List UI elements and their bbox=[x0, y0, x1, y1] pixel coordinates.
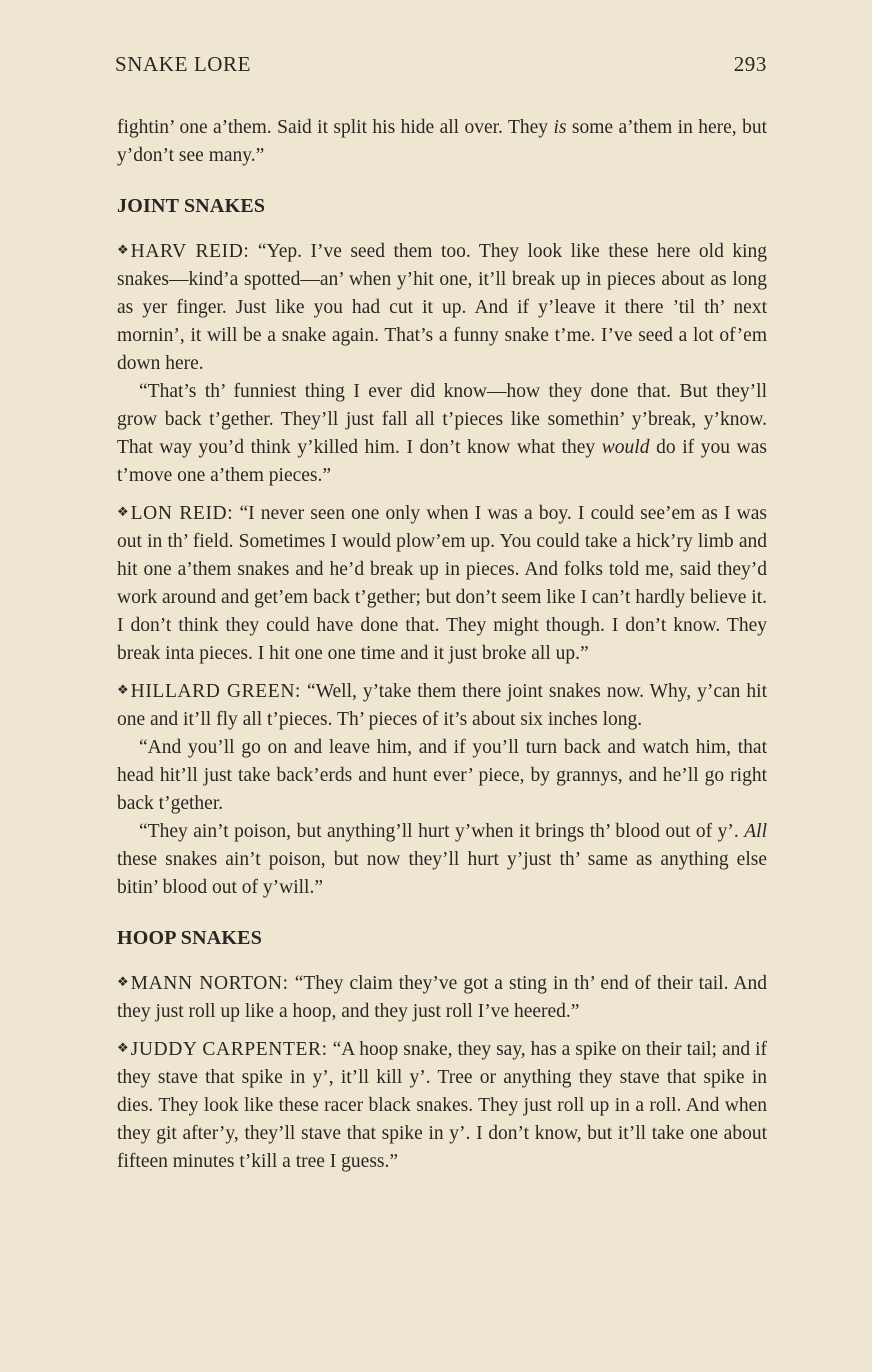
emphasis: would bbox=[601, 437, 650, 458]
page-body bbox=[117, 114, 767, 1176]
speaker-name: LON REID: bbox=[130, 503, 234, 524]
section-heading-joint-snakes: JOINT SNAKES bbox=[117, 195, 266, 217]
section-heading-hoop-snakes: HOOP SNAKES bbox=[117, 927, 263, 949]
paragraph-harv-reid-2: “That’s th’ funniest thing I ever did know—how they done that. But they’ll grow back t’gether. They’ll just fall all t’pieces like somethin’ y’break, y’know. That way you’d think y’killed him. I don’t know what they would do if you was t’move one a’them pieces.” bbox=[117, 381, 767, 486]
speaker-name: HARV REID: bbox=[130, 241, 250, 262]
paragraph-hillard-green-2: “And you’ll go on and leave him, and if you’ll turn back and watch him, that head hit’ll just take back’erds and hunt ever’ piece, by grannys, and he’ll go right back t’gether. bbox=[117, 737, 767, 814]
speaker-name: JUDDY CARPENTER: bbox=[130, 1039, 328, 1060]
paragraph-juddy-carpenter: ❖ JUDDY CARPENTER: “A hoop snake, they say, has a spike on their tail; and if they stave that spike in y’, it’ll kill y’. Tree or anything they stave that spike in dies. They look like these racer black snakes. They just roll up in a roll. And when they git after’y, they’ll stave that spike in y’. I don’t know, but it’ll take one about fifteen minutes t’kill a tree I guess.” bbox=[117, 1034, 767, 1176]
paragraph-hillard-green-3: “They ain’t poison, but anything’ll hurt y’when it brings th’ blood out of y’. All these snakes ain’t poison, but now they’ll hurt y’just th’ same as anything else bitin’ blood out of y’will.” bbox=[117, 821, 767, 898]
paragraph-hillard-green-1: ❖ HILLARD GREEN: “Well, y’take them there joint snakes now. Why, y’can hit one and it’ll fly all t’pieces. Th’ pieces of it’s about six inches long. bbox=[117, 676, 767, 734]
ornament-diamond-icon: ❖ bbox=[117, 242, 129, 257]
running-head bbox=[115, 52, 767, 82]
paragraph-continuation: fightin’ one a’them. Said it split his hide all over. They is some a’them in here, but y’don’t see many.” bbox=[117, 117, 768, 166]
ornament-diamond-icon: ❖ bbox=[117, 974, 129, 989]
paragraph-harv-reid-1: ❖ HARV REID: “Yep. I’ve seed them too. They look like these here old king snakes—kind’a spotted—an’ when y’hit one, it’ll break up in pieces about as long as yer finger. Just like you had cut it up. And if y’leave it there ’til th’ next mornin’, it will be a snake again. That’s a funny snake t’me. I’ve seed a lot of’em down here. bbox=[117, 236, 767, 378]
running-head-title: SNAKE LORE bbox=[115, 52, 252, 76]
paragraph-lon-reid: ❖ LON REID: “I never seen one only when I was a boy. I could see’em as I was out in th’ field. Sometimes I would plow’em up. You could take a hick’ry limb and hit one a’them snakes and he’d break up in pieces. And folks told me, said they’d work around and get’em back t’gether; but don’t seem like I can’t hardly believe it. I don’t think they could have done that. They might though. I don’t know. They break inta pieces. I hit one one time and it just broke all up.” bbox=[117, 498, 767, 668]
emphasis: is bbox=[553, 117, 567, 138]
emphasis: All bbox=[744, 821, 767, 842]
ornament-diamond-icon: ❖ bbox=[117, 1040, 129, 1055]
page-number: 293 bbox=[733, 52, 767, 76]
ornament-diamond-icon: ❖ bbox=[117, 682, 129, 697]
speaker-name: HILLARD GREEN: bbox=[130, 681, 302, 702]
ornament-diamond-icon: ❖ bbox=[117, 504, 129, 519]
paragraph-mann-norton: ❖ MANN NORTON: “They claim they’ve got a sting in th’ end of their tail. And they just roll up like a hoop, and they just roll I’ve heered.” bbox=[117, 968, 767, 1026]
speaker-name: MANN NORTON: bbox=[130, 973, 289, 994]
